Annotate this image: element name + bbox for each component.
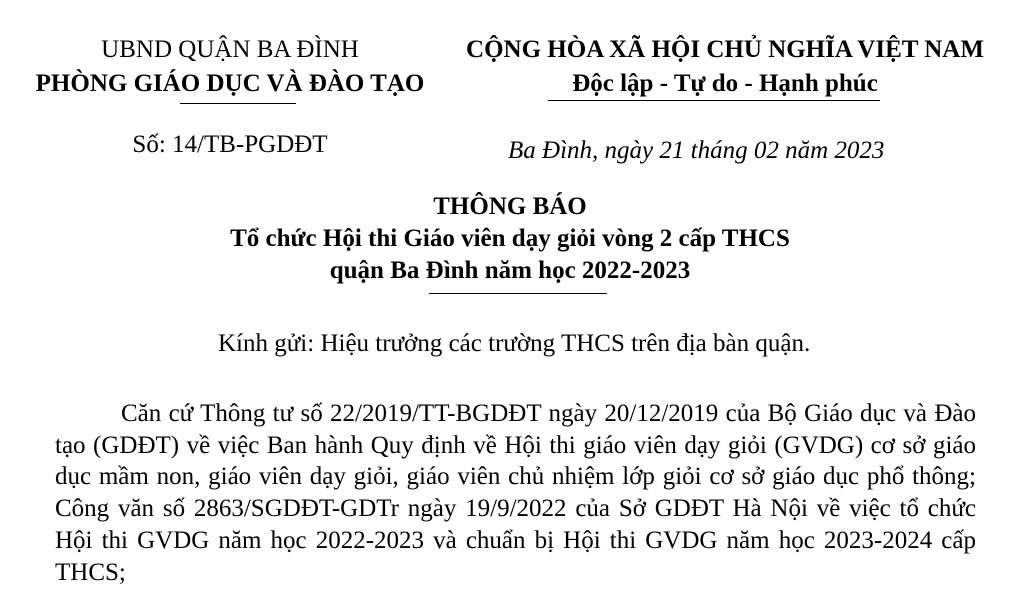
issuing-authority: UBND QUẬN BA ĐÌNH: [101, 36, 359, 63]
issuing-department: PHÒNG GIÁO DỤC VÀ ĐÀO TẠO: [35, 70, 425, 97]
motto-underline: [548, 100, 880, 101]
title-underline: [429, 293, 607, 294]
document-subject-line1: Tổ chức Hội thi Giáo viên dạy giỏi vòng 2 cấp THCS: [230, 225, 790, 252]
body-paragraph: Căn cứ Thông tư số 22/2019/TT-BGDĐT ngày 20/12/2019 của Bộ Giáo dục và Đào tạo (GDĐT) về việc Ban hành Quy định về Hội thi giáo viên dạy giỏi (GVDG) cơ sở giáo dục mầm non, giáo viên dạy giỏi, giáo viên chủ nhiệm lớp giỏi cơ sở giáo dục phổ thông; Công văn số 2863/SGDĐT-GDTr ngày 19/9/2022 của Sở GDĐT Hà Nội về việc tổ chức Hội thi GVDG năm học 2022-2023 và chuẩn bị Hội thi GVDG năm học 2023-2024 cấp THCS;: [55, 400, 976, 586]
place-and-date: Ba Đình, ngày 21 tháng 02 năm 2023: [508, 137, 885, 164]
document-subject-line2: quận Ba Đình năm học 2022-2023: [329, 257, 691, 284]
document-number: Số: 14/TB-PGDĐT: [132, 131, 328, 158]
document-type-heading: THÔNG BÁO: [433, 193, 587, 220]
national-title: CỘNG HÒA XÃ HỘI CHỦ NGHĨA VIỆT NAM: [466, 36, 984, 63]
national-motto: Độc lập - Tự do - Hạnh phúc: [572, 70, 878, 97]
recipient-line: Kính gửi: Hiệu trưởng các trường THCS trên địa bàn quận.: [218, 330, 811, 357]
department-underline: [180, 103, 296, 104]
